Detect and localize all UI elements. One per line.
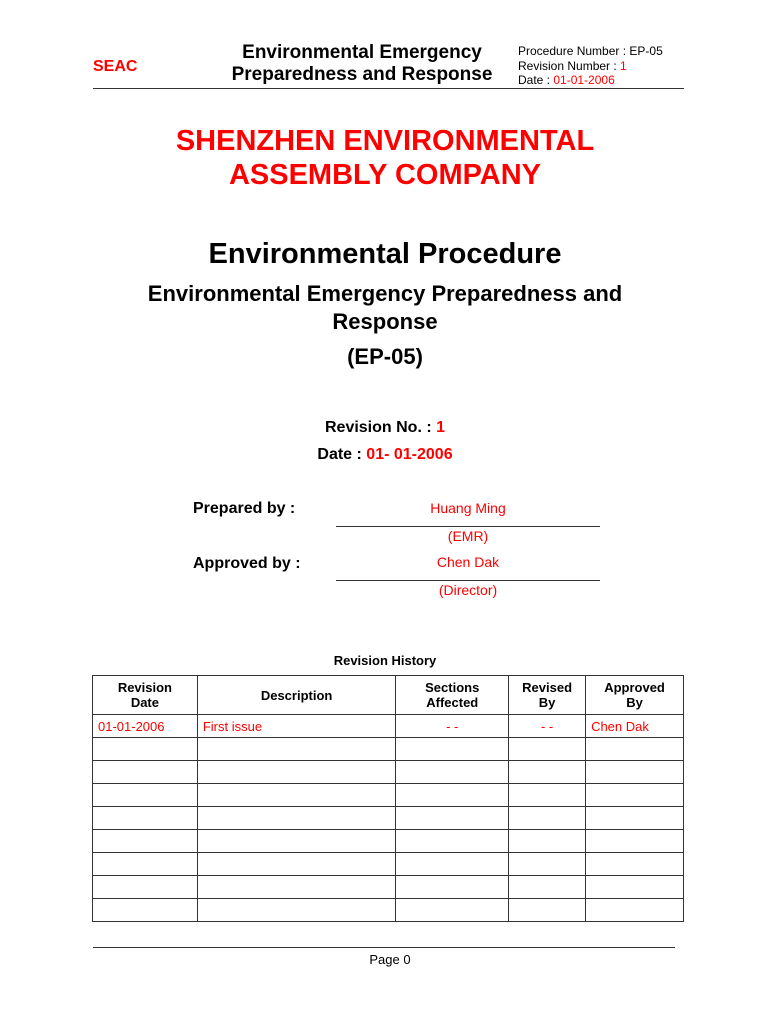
revision-number-row bbox=[518, 59, 663, 74]
cell-empty bbox=[509, 899, 586, 922]
cell-empty bbox=[509, 853, 586, 876]
header-meta bbox=[518, 44, 663, 88]
cell-empty bbox=[197, 899, 396, 922]
cell-empty bbox=[509, 807, 586, 830]
table-row-empty bbox=[93, 738, 684, 761]
procedure-number-label: Procedure Number : bbox=[518, 44, 630, 58]
col-header-description: Description bbox=[197, 676, 396, 715]
revision-number-label: Revision Number : bbox=[518, 58, 621, 73]
cell-empty bbox=[586, 853, 684, 876]
cell-empty bbox=[396, 738, 509, 761]
cell-empty bbox=[93, 738, 198, 761]
cell-empty bbox=[396, 830, 509, 853]
company-name-line2: ASSEMBLY COMPANY bbox=[228, 159, 542, 191]
cell-empty bbox=[93, 853, 198, 876]
cell-empty bbox=[396, 899, 509, 922]
col-header-revised-by bbox=[509, 676, 586, 715]
cell-empty bbox=[586, 761, 684, 784]
table-row-empty bbox=[93, 761, 684, 784]
cell-empty bbox=[586, 807, 684, 830]
header-date-label: Date : bbox=[518, 73, 554, 87]
company-name-line1: SHENZHEN ENVIRONMENTAL bbox=[175, 125, 595, 157]
table-row-empty bbox=[93, 784, 684, 807]
cell-empty bbox=[509, 876, 586, 899]
document-type: Environmental Procedure bbox=[208, 238, 562, 270]
prepared-by-role: (EMR) bbox=[447, 528, 489, 544]
col-header-revised-line1: Revised bbox=[522, 680, 573, 695]
cell-empty bbox=[586, 830, 684, 853]
table-row bbox=[93, 715, 684, 738]
cell-empty bbox=[396, 784, 509, 807]
cell-empty bbox=[197, 761, 396, 784]
col-header-revision-date-line1: Revision bbox=[117, 680, 172, 695]
revision-value: 1 bbox=[436, 419, 446, 436]
col-header-approved-line1: Approved bbox=[604, 680, 665, 695]
procedure-number-row bbox=[518, 44, 663, 59]
header-date-row bbox=[518, 73, 663, 88]
cell-revised-by: - - bbox=[509, 715, 586, 738]
cell-empty bbox=[586, 876, 684, 899]
revision-line bbox=[0, 419, 770, 437]
col-header-approved-by bbox=[586, 676, 684, 715]
company-name bbox=[0, 124, 770, 192]
cell-empty bbox=[197, 876, 396, 899]
header-title-line1: Environmental Emergency bbox=[242, 42, 482, 63]
document-title-line1: Environmental Emergency Preparedness and bbox=[147, 281, 623, 306]
cell-empty bbox=[586, 899, 684, 922]
cell-empty bbox=[396, 853, 509, 876]
procedure-number-value: EP-05 bbox=[629, 44, 663, 58]
cell-empty bbox=[93, 784, 198, 807]
date-value: 01- 01-2006 bbox=[366, 446, 453, 463]
cell-empty bbox=[93, 876, 198, 899]
cell-approved-by: Chen Dak bbox=[586, 715, 684, 738]
table-row-empty bbox=[93, 853, 684, 876]
revision-history-table bbox=[92, 675, 684, 922]
header-title-line2: Preparedness and Response bbox=[231, 64, 493, 85]
col-header-sections-line2: Affected bbox=[426, 695, 479, 710]
page-number: Page 0 bbox=[369, 952, 411, 967]
cell-empty bbox=[197, 738, 396, 761]
cell-empty bbox=[396, 876, 509, 899]
cell-empty bbox=[197, 807, 396, 830]
cell-empty bbox=[93, 899, 198, 922]
header-company-abbr: SEAC bbox=[93, 58, 138, 75]
document-title-line2: Response bbox=[332, 309, 438, 334]
cell-empty bbox=[93, 807, 198, 830]
cell-empty bbox=[509, 761, 586, 784]
col-header-sections-line1: Sections bbox=[425, 680, 480, 695]
cell-empty bbox=[396, 807, 509, 830]
revision-label: Revision No. : bbox=[324, 419, 437, 436]
col-header-approved-line2: By bbox=[626, 695, 643, 710]
cell-empty bbox=[197, 853, 396, 876]
date-line bbox=[0, 446, 770, 464]
prepared-by-label: Prepared by : bbox=[193, 500, 296, 517]
header-title bbox=[212, 42, 512, 86]
document-code: (EP-05) bbox=[347, 344, 423, 369]
cell-description: First issue bbox=[197, 715, 396, 738]
approved-by-label: Approved by : bbox=[193, 555, 301, 572]
cell-empty bbox=[509, 784, 586, 807]
cell-empty bbox=[93, 761, 198, 784]
approved-by-role: (Director) bbox=[438, 582, 498, 598]
cell-empty bbox=[197, 784, 396, 807]
header-divider bbox=[93, 88, 684, 89]
table-row-empty bbox=[93, 899, 684, 922]
date-label: Date : bbox=[317, 446, 367, 463]
cell-empty bbox=[197, 830, 396, 853]
cell-sections-affected: - - bbox=[396, 715, 509, 738]
footer-divider bbox=[93, 947, 675, 948]
cell-revision-date: 01-01-2006 bbox=[93, 715, 198, 738]
col-header-revision-date bbox=[93, 676, 198, 715]
table-row-empty bbox=[93, 807, 684, 830]
cell-empty bbox=[509, 830, 586, 853]
approved-by-signature-line bbox=[336, 580, 600, 581]
cell-empty bbox=[396, 761, 509, 784]
col-header-revised-line2: By bbox=[538, 695, 556, 710]
header-date-value: 01-01-2006 bbox=[553, 73, 615, 87]
table-row-empty bbox=[93, 876, 684, 899]
prepared-by-name: Huang Ming bbox=[430, 500, 506, 516]
cell-empty bbox=[586, 738, 684, 761]
cell-empty bbox=[586, 784, 684, 807]
approved-by-name: Chen Dak bbox=[436, 554, 500, 570]
cell-empty bbox=[93, 830, 198, 853]
document-title bbox=[100, 280, 670, 336]
cell-empty bbox=[509, 738, 586, 761]
table-header-row bbox=[93, 676, 684, 715]
revision-number-value: 1 bbox=[620, 58, 627, 73]
revision-history-caption: Revision History bbox=[333, 653, 437, 668]
prepared-by-signature-line bbox=[336, 526, 600, 527]
page-header bbox=[0, 0, 770, 92]
col-header-revision-date-line2: Date bbox=[130, 695, 159, 710]
col-header-sections-affected bbox=[396, 676, 509, 715]
table-row-empty bbox=[93, 830, 684, 853]
